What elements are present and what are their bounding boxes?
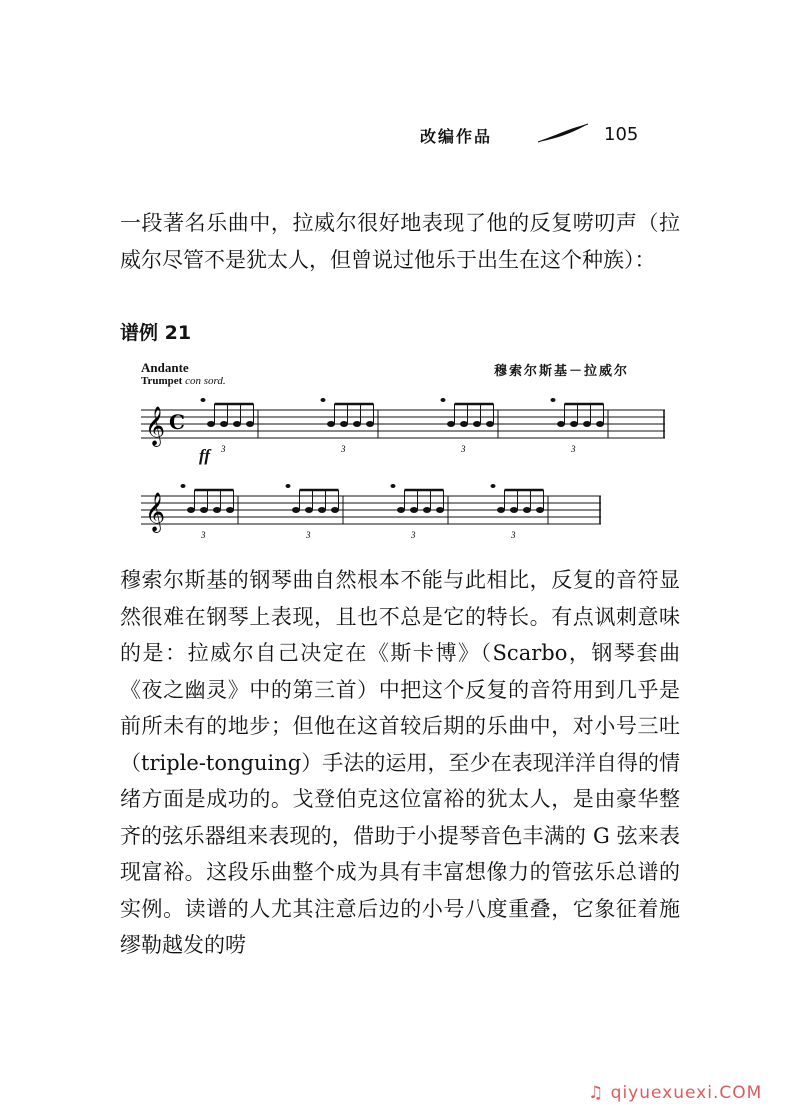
note-head	[510, 507, 518, 513]
tuplet-label: 3	[306, 530, 311, 538]
note-head	[570, 421, 578, 427]
note-head	[557, 421, 565, 427]
music-note-icon: ♫	[588, 1083, 605, 1103]
tuplet-label: 3	[461, 444, 466, 452]
tuplet-label: 3	[411, 530, 416, 538]
paragraph-2: 穆索尔斯基的钢琴曲自然根本不能与此相比，反复的音符显然很难在钢琴上表现，且也不总是它的特长。有点讽刺意味的是：拉威尔自己决定在《斯卡博》（Scarbo，钢琴套曲《夜之幽灵》中的第三首）中把这个反复的音符用到几乎是前所未有的地步；但他在这首较后期的乐曲中，对小号三吐（triple-tonguing）手法的运用，至少在表现洋洋自得的情绪方面是成功的。戈登伯克这位富裕的犹太人，是由豪华整齐的弦乐器组来表现的，借助于小提琴音色丰满的 G 弦来表现富裕。这段乐曲整个成为具有丰富想像力的管弦乐总谱的实例。读谱的人尤其注意后边的小号八度重叠，它象征着施缪勒越发的唠	[120, 568, 680, 957]
ornament-icon	[536, 122, 590, 144]
grace-note	[551, 398, 556, 402]
tuplet-label: 3	[511, 530, 516, 538]
paragraph-1: 一段著名乐曲中，拉威尔很好地表现了他的反复唠叨声（拉威尔尽管不是犹太人，但曾说过他乐于出生在这个种族）：	[120, 211, 680, 272]
note-head	[220, 421, 228, 427]
note-head	[318, 507, 326, 513]
note-head	[423, 507, 431, 513]
note-head	[207, 421, 215, 427]
note-head	[353, 421, 361, 427]
note-head	[486, 421, 494, 427]
example-label: 谱例 21	[120, 322, 192, 344]
tuplet-label: 3	[221, 444, 226, 452]
treble-clef-icon: 𝄞	[145, 406, 166, 446]
tuplet-label: 3	[341, 444, 346, 452]
common-time-icon: C	[169, 410, 185, 434]
watermark-text: qiyuexuexi.COM	[610, 1083, 763, 1103]
note-head	[246, 421, 254, 427]
grace-note	[321, 398, 326, 402]
instrument-name: Trumpet	[141, 375, 183, 387]
page-number: 105	[604, 124, 639, 145]
note-head	[366, 421, 374, 427]
grace-note	[441, 398, 446, 402]
note-head	[410, 507, 418, 513]
composer-credit: 穆索尔斯基－拉威尔	[494, 364, 630, 379]
note-head	[536, 507, 544, 513]
note-head	[233, 421, 241, 427]
note-head	[523, 507, 531, 513]
note-head	[596, 421, 604, 427]
music-staff-1	[141, 396, 667, 452]
note-head	[331, 507, 339, 513]
running-title: 改编作品	[420, 127, 493, 146]
note-head	[200, 507, 208, 513]
note-head	[473, 421, 481, 427]
note-head	[292, 507, 300, 513]
instrument-label	[141, 375, 226, 387]
grace-note	[181, 484, 186, 488]
tuplet-label: 3	[571, 444, 576, 452]
grace-note	[201, 398, 206, 402]
note-head	[497, 507, 505, 513]
music-staff-2	[141, 482, 603, 538]
treble-clef-icon: 𝄞	[145, 492, 166, 532]
tempo-marking: Andante	[141, 360, 189, 375]
instrument-marking: con sord.	[185, 375, 226, 387]
watermark	[588, 1083, 762, 1103]
grace-note	[491, 484, 496, 488]
note-head	[583, 421, 591, 427]
note-head	[447, 421, 455, 427]
note-head	[226, 507, 234, 513]
note-head	[460, 421, 468, 427]
dynamic-marking: ff	[199, 446, 211, 465]
note-head	[305, 507, 313, 513]
tuplet-label: 3	[201, 530, 206, 538]
note-head	[397, 507, 405, 513]
grace-note	[391, 484, 396, 488]
note-head	[187, 507, 195, 513]
grace-note	[286, 484, 291, 488]
note-head	[327, 421, 335, 427]
note-head	[213, 507, 221, 513]
note-head	[340, 421, 348, 427]
note-head	[436, 507, 444, 513]
